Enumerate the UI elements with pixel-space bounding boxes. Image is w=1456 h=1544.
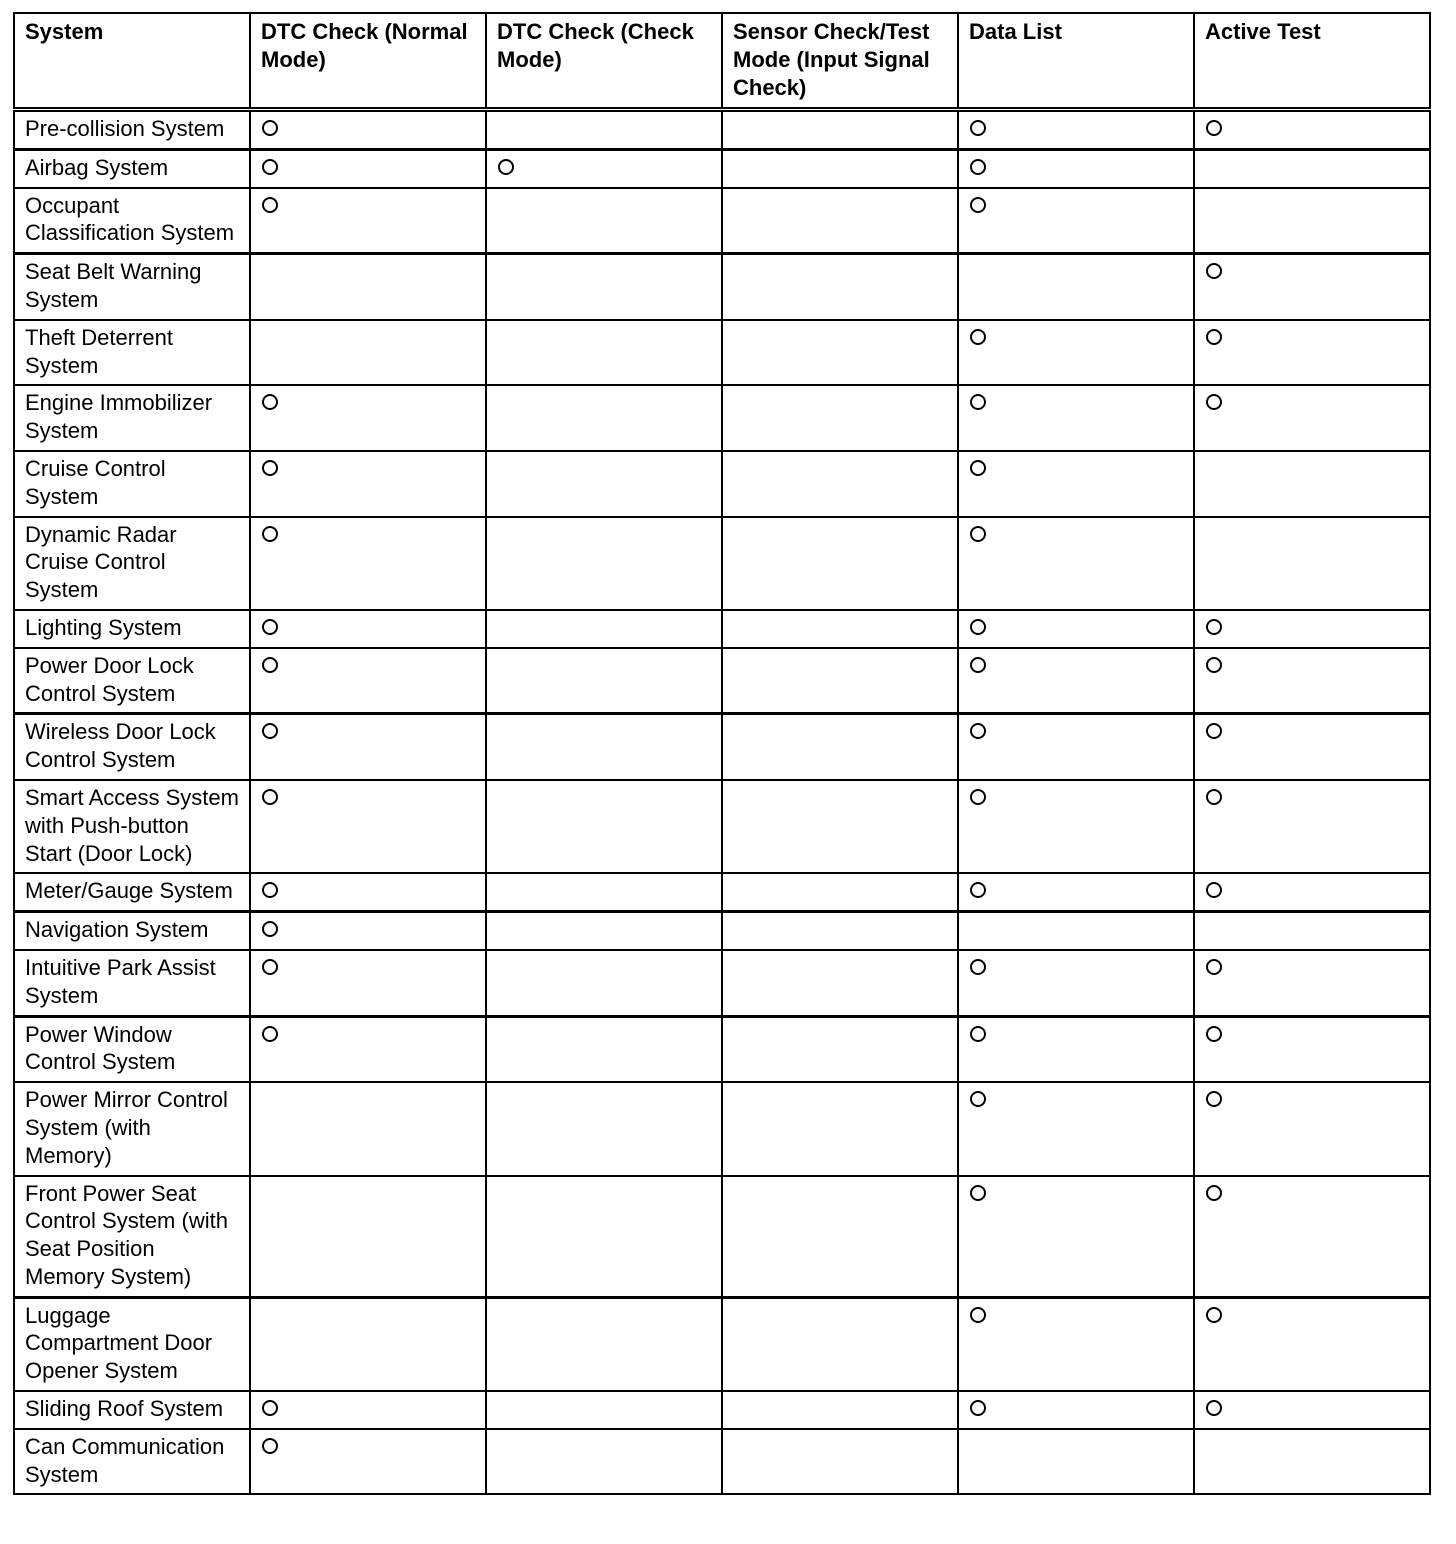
circle-mark-icon bbox=[262, 1026, 278, 1042]
table-row bbox=[14, 451, 1430, 517]
dtc-normal-cell bbox=[250, 1297, 486, 1391]
table-row bbox=[14, 320, 1430, 386]
circle-mark-icon bbox=[1206, 263, 1222, 279]
system-name-cell: Power Window Control System bbox=[14, 1016, 250, 1082]
system-name-cell: Engine Immobilizer System bbox=[14, 385, 250, 451]
active-test-cell bbox=[1194, 1297, 1430, 1391]
active-test-cell bbox=[1194, 780, 1430, 873]
table-row bbox=[14, 1016, 1430, 1082]
data-list-cell bbox=[958, 149, 1194, 187]
table-row bbox=[14, 149, 1430, 187]
dtc-normal-cell bbox=[250, 714, 486, 780]
dtc-normal-cell bbox=[250, 873, 486, 911]
table-row bbox=[14, 873, 1430, 911]
dtc-normal-cell bbox=[250, 254, 486, 320]
dtc-normal-cell bbox=[250, 1429, 486, 1495]
circle-mark-icon bbox=[970, 460, 986, 476]
circle-mark-icon bbox=[1206, 1091, 1222, 1107]
sensor-check-cell bbox=[722, 780, 958, 873]
system-name-cell: Intuitive Park Assist System bbox=[14, 950, 250, 1016]
sensor-check-cell bbox=[722, 648, 958, 714]
data-list-cell bbox=[958, 610, 1194, 648]
dtc-normal-cell bbox=[250, 1176, 486, 1298]
dtc-check-cell bbox=[486, 1176, 722, 1298]
dtc-check-cell bbox=[486, 780, 722, 873]
table-row bbox=[14, 385, 1430, 451]
table-row bbox=[14, 648, 1430, 714]
circle-mark-icon bbox=[970, 882, 986, 898]
data-list-cell bbox=[958, 912, 1194, 950]
table-row bbox=[14, 254, 1430, 320]
dtc-normal-cell bbox=[250, 451, 486, 517]
sensor-check-cell bbox=[722, 320, 958, 386]
active-test-cell bbox=[1194, 1391, 1430, 1429]
table-row bbox=[14, 517, 1430, 610]
dtc-normal-cell bbox=[250, 780, 486, 873]
dtc-normal-cell bbox=[250, 110, 486, 150]
dtc-normal-cell bbox=[250, 188, 486, 254]
dtc-check-cell bbox=[486, 714, 722, 780]
active-test-cell bbox=[1194, 320, 1430, 386]
data-list-cell bbox=[958, 780, 1194, 873]
table-row bbox=[14, 1429, 1430, 1495]
sensor-check-cell bbox=[722, 385, 958, 451]
dtc-check-cell bbox=[486, 950, 722, 1016]
circle-mark-icon bbox=[970, 1307, 986, 1323]
active-test-cell bbox=[1194, 254, 1430, 320]
dtc-normal-cell bbox=[250, 385, 486, 451]
dtc-normal-cell bbox=[250, 950, 486, 1016]
system-name-cell: Meter/Gauge System bbox=[14, 873, 250, 911]
data-list-cell bbox=[958, 1176, 1194, 1298]
circle-mark-icon bbox=[1206, 657, 1222, 673]
circle-mark-icon bbox=[1206, 329, 1222, 345]
column-header-dtc-check: DTC Check (Check Mode) bbox=[486, 13, 722, 110]
active-test-cell bbox=[1194, 1016, 1430, 1082]
table-row bbox=[14, 110, 1430, 150]
table-row bbox=[14, 950, 1430, 1016]
sensor-check-cell bbox=[722, 1016, 958, 1082]
dtc-normal-cell bbox=[250, 1082, 486, 1175]
system-name-cell: Occupant Classification System bbox=[14, 188, 250, 254]
sensor-check-cell bbox=[722, 873, 958, 911]
data-list-cell bbox=[958, 1297, 1194, 1391]
circle-mark-icon bbox=[970, 329, 986, 345]
data-list-cell bbox=[958, 714, 1194, 780]
dtc-normal-cell bbox=[250, 517, 486, 610]
circle-mark-icon bbox=[262, 1400, 278, 1416]
table-row bbox=[14, 188, 1430, 254]
dtc-normal-cell bbox=[250, 912, 486, 950]
sensor-check-cell bbox=[722, 517, 958, 610]
sensor-check-cell bbox=[722, 188, 958, 254]
circle-mark-icon bbox=[1206, 959, 1222, 975]
dtc-check-cell bbox=[486, 1429, 722, 1495]
circle-mark-icon bbox=[262, 197, 278, 213]
dtc-check-cell bbox=[486, 610, 722, 648]
active-test-cell bbox=[1194, 873, 1430, 911]
data-list-cell bbox=[958, 517, 1194, 610]
circle-mark-icon bbox=[1206, 723, 1222, 739]
active-test-cell bbox=[1194, 110, 1430, 150]
column-header-sensor-check: Sensor Check/Test Mode (Input Signal Check) bbox=[722, 13, 958, 110]
circle-mark-icon bbox=[970, 619, 986, 635]
circle-mark-icon bbox=[1206, 1026, 1222, 1042]
circle-mark-icon bbox=[262, 526, 278, 542]
circle-mark-icon bbox=[1206, 882, 1222, 898]
data-list-cell bbox=[958, 320, 1194, 386]
active-test-cell bbox=[1194, 385, 1430, 451]
circle-mark-icon bbox=[262, 619, 278, 635]
circle-mark-icon bbox=[1206, 394, 1222, 410]
sensor-check-cell bbox=[722, 1176, 958, 1298]
sensor-check-cell bbox=[722, 714, 958, 780]
dtc-normal-cell bbox=[250, 1016, 486, 1082]
circle-mark-icon bbox=[970, 789, 986, 805]
data-list-cell bbox=[958, 188, 1194, 254]
table-row bbox=[14, 610, 1430, 648]
dtc-normal-cell bbox=[250, 610, 486, 648]
dtc-check-cell bbox=[486, 1016, 722, 1082]
dtc-normal-cell bbox=[250, 149, 486, 187]
dtc-normal-cell bbox=[250, 320, 486, 386]
circle-mark-icon bbox=[262, 723, 278, 739]
table-row bbox=[14, 1297, 1430, 1391]
active-test-cell bbox=[1194, 950, 1430, 1016]
circle-mark-icon bbox=[262, 921, 278, 937]
circle-mark-icon bbox=[970, 120, 986, 136]
sensor-check-cell bbox=[722, 1297, 958, 1391]
circle-mark-icon bbox=[262, 460, 278, 476]
active-test-cell bbox=[1194, 1082, 1430, 1175]
data-list-cell bbox=[958, 254, 1194, 320]
system-name-cell: Dynamic Radar Cruise Control System bbox=[14, 517, 250, 610]
circle-mark-icon bbox=[970, 394, 986, 410]
dtc-check-cell bbox=[486, 110, 722, 150]
circle-mark-icon bbox=[262, 959, 278, 975]
data-list-cell bbox=[958, 385, 1194, 451]
circle-mark-icon bbox=[1206, 789, 1222, 805]
circle-mark-icon bbox=[1206, 1307, 1222, 1323]
data-list-cell bbox=[958, 451, 1194, 517]
active-test-cell bbox=[1194, 1429, 1430, 1495]
sensor-check-cell bbox=[722, 149, 958, 187]
sensor-check-cell bbox=[722, 610, 958, 648]
data-list-cell bbox=[958, 950, 1194, 1016]
circle-mark-icon bbox=[262, 120, 278, 136]
data-list-cell bbox=[958, 1016, 1194, 1082]
circle-mark-icon bbox=[970, 1185, 986, 1201]
table-row bbox=[14, 912, 1430, 950]
circle-mark-icon bbox=[1206, 1400, 1222, 1416]
circle-mark-icon bbox=[262, 1438, 278, 1454]
system-name-cell: Navigation System bbox=[14, 912, 250, 950]
dtc-check-cell bbox=[486, 149, 722, 187]
active-test-cell bbox=[1194, 451, 1430, 517]
table-row bbox=[14, 714, 1430, 780]
dtc-normal-cell bbox=[250, 1391, 486, 1429]
diagnostic-support-table bbox=[13, 12, 1431, 1495]
circle-mark-icon bbox=[970, 526, 986, 542]
system-name-cell: Pre-collision System bbox=[14, 110, 250, 150]
dtc-check-cell bbox=[486, 1391, 722, 1429]
dtc-check-cell bbox=[486, 385, 722, 451]
table-row bbox=[14, 1176, 1430, 1298]
circle-mark-icon bbox=[1206, 120, 1222, 136]
system-name-cell: Theft Deterrent System bbox=[14, 320, 250, 386]
sensor-check-cell bbox=[722, 950, 958, 1016]
system-name-cell: Airbag System bbox=[14, 149, 250, 187]
system-name-cell: Luggage Compartment Door Opener System bbox=[14, 1297, 250, 1391]
column-header-data-list: Data List bbox=[958, 13, 1194, 110]
data-list-cell bbox=[958, 1429, 1194, 1495]
table-row bbox=[14, 1082, 1430, 1175]
header-row bbox=[14, 13, 1430, 110]
data-list-cell bbox=[958, 1082, 1194, 1175]
circle-mark-icon bbox=[262, 394, 278, 410]
sensor-check-cell bbox=[722, 254, 958, 320]
data-list-cell bbox=[958, 1391, 1194, 1429]
dtc-check-cell bbox=[486, 451, 722, 517]
circle-mark-icon bbox=[498, 159, 514, 175]
dtc-check-cell bbox=[486, 320, 722, 386]
circle-mark-icon bbox=[970, 657, 986, 673]
active-test-cell bbox=[1194, 610, 1430, 648]
sensor-check-cell bbox=[722, 110, 958, 150]
system-name-cell: Power Door Lock Control System bbox=[14, 648, 250, 714]
system-name-cell: Smart Access System with Push-button Start (Door Lock) bbox=[14, 780, 250, 873]
circle-mark-icon bbox=[970, 1091, 986, 1107]
circle-mark-icon bbox=[262, 657, 278, 673]
active-test-cell bbox=[1194, 1176, 1430, 1298]
system-name-cell: Cruise Control System bbox=[14, 451, 250, 517]
circle-mark-icon bbox=[970, 197, 986, 213]
sensor-check-cell bbox=[722, 1429, 958, 1495]
dtc-normal-cell bbox=[250, 648, 486, 714]
dtc-check-cell bbox=[486, 873, 722, 911]
sensor-check-cell bbox=[722, 451, 958, 517]
circle-mark-icon bbox=[1206, 1185, 1222, 1201]
data-list-cell bbox=[958, 648, 1194, 714]
system-name-cell: Seat Belt Warning System bbox=[14, 254, 250, 320]
sensor-check-cell bbox=[722, 1391, 958, 1429]
circle-mark-icon bbox=[970, 959, 986, 975]
system-name-cell: Sliding Roof System bbox=[14, 1391, 250, 1429]
circle-mark-icon bbox=[970, 1026, 986, 1042]
active-test-cell bbox=[1194, 714, 1430, 780]
active-test-cell bbox=[1194, 188, 1430, 254]
dtc-check-cell bbox=[486, 254, 722, 320]
sensor-check-cell bbox=[722, 912, 958, 950]
dtc-check-cell bbox=[486, 1297, 722, 1391]
circle-mark-icon bbox=[970, 159, 986, 175]
circle-mark-icon bbox=[1206, 619, 1222, 635]
system-name-cell: Power Mirror Control System (with Memory) bbox=[14, 1082, 250, 1175]
column-header-system: System bbox=[14, 13, 250, 110]
active-test-cell bbox=[1194, 912, 1430, 950]
sensor-check-cell bbox=[722, 1082, 958, 1175]
data-list-cell bbox=[958, 873, 1194, 911]
system-name-cell: Can Communication System bbox=[14, 1429, 250, 1495]
column-header-dtc-normal: DTC Check (Normal Mode) bbox=[250, 13, 486, 110]
dtc-check-cell bbox=[486, 912, 722, 950]
table-row bbox=[14, 1391, 1430, 1429]
circle-mark-icon bbox=[262, 882, 278, 898]
active-test-cell bbox=[1194, 648, 1430, 714]
data-list-cell bbox=[958, 110, 1194, 150]
circle-mark-icon bbox=[970, 723, 986, 739]
circle-mark-icon bbox=[262, 159, 278, 175]
system-name-cell: Lighting System bbox=[14, 610, 250, 648]
table-row bbox=[14, 780, 1430, 873]
system-name-cell: Wireless Door Lock Control System bbox=[14, 714, 250, 780]
dtc-check-cell bbox=[486, 188, 722, 254]
circle-mark-icon bbox=[970, 1400, 986, 1416]
system-name-cell: Front Power Seat Control System (with Seat Position Memory System) bbox=[14, 1176, 250, 1298]
active-test-cell bbox=[1194, 517, 1430, 610]
dtc-check-cell bbox=[486, 517, 722, 610]
active-test-cell bbox=[1194, 149, 1430, 187]
dtc-check-cell bbox=[486, 648, 722, 714]
dtc-check-cell bbox=[486, 1082, 722, 1175]
column-header-active-test: Active Test bbox=[1194, 13, 1430, 110]
circle-mark-icon bbox=[262, 789, 278, 805]
